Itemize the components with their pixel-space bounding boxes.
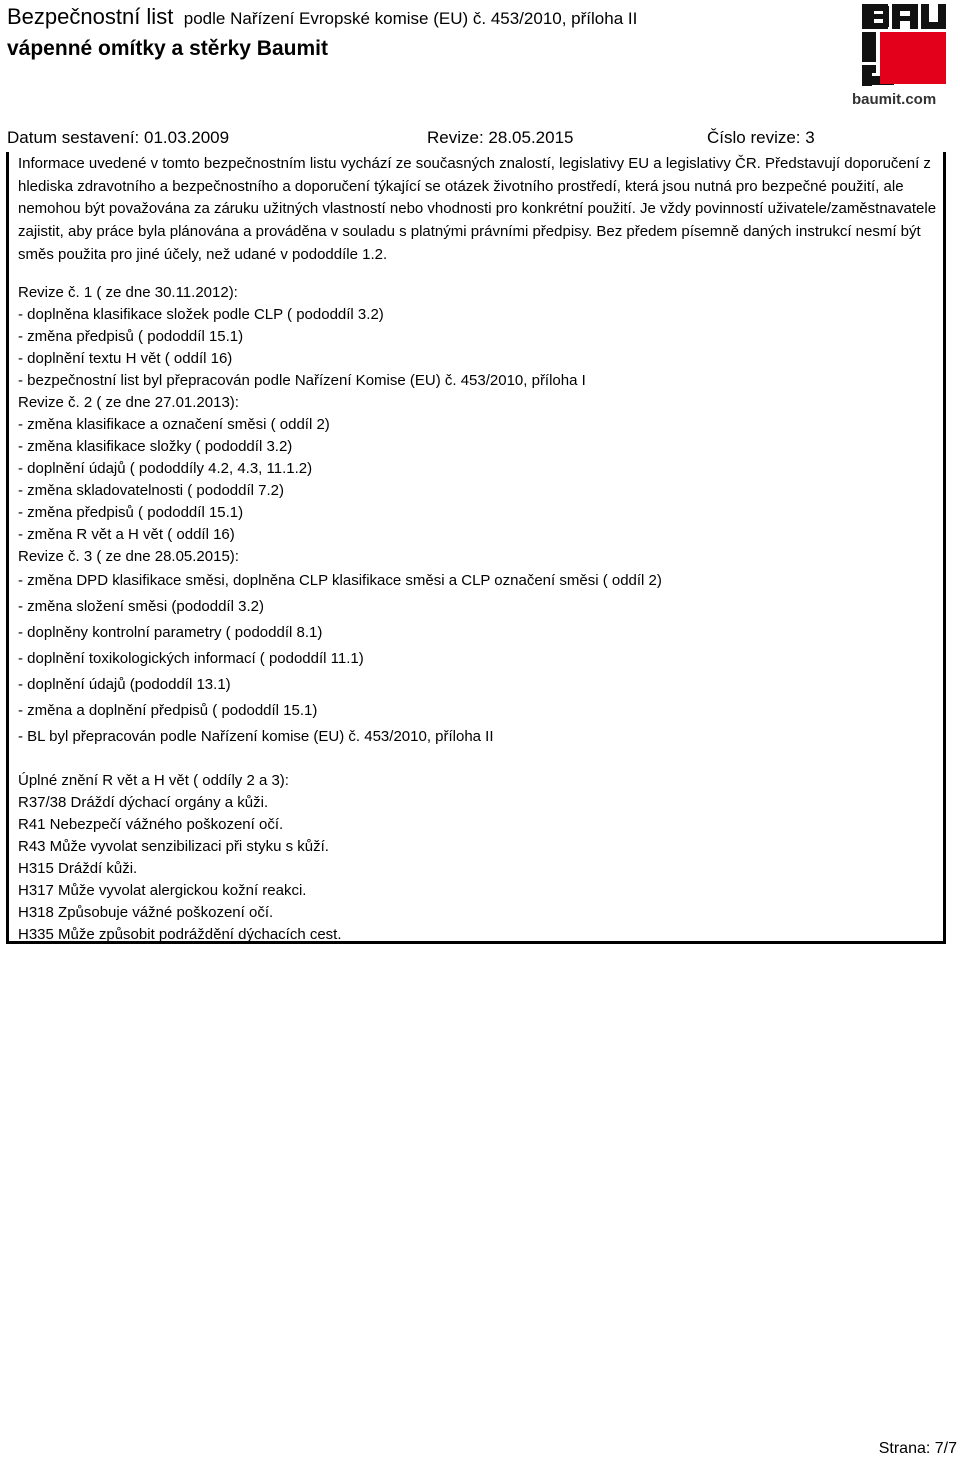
- revision-line: - změna předpisů ( pododdíl 15.1): [18, 504, 244, 521]
- document-title: [7, 4, 637, 30]
- revision-line: - změna klasifikace složky ( pododdíl 3.2): [18, 438, 293, 455]
- revision-line: - doplnění údajů (pododdíl 13.1): [18, 676, 231, 693]
- revision-line: Revize č. 2 ( ze dne 27.01.2013):: [18, 394, 239, 411]
- phrase-line: R41 Nebezpečí vážného poškození očí.: [18, 816, 284, 833]
- revision-line: - doplnění toxikologických informací ( pododdíl 11.1): [18, 650, 364, 667]
- revision-line: - změna složení směsi (pododdíl 3.2): [18, 598, 264, 615]
- revision-line: Revize č. 3 ( ze dne 28.05.2015):: [18, 548, 239, 565]
- phrase-line: R37/38 Dráždí dýchací orgány a kůži.: [18, 794, 269, 811]
- revision-line: - doplnění údajů ( pododdíly 4.2, 4.3, 11.1.2): [18, 460, 313, 477]
- revision-history: [18, 282, 662, 750]
- revision-line: - změna klasifikace a označení směsi ( oddíl 2): [18, 416, 330, 433]
- phrase-line: H318 Způsobuje vážné poškození očí.: [18, 904, 274, 921]
- revision-line: Revize č. 1 ( ze dne 30.11.2012):: [18, 284, 238, 301]
- revision-line: - BL byl přepracován podle Nařízení komise (EU) č. 453/2010, příloha II: [18, 728, 494, 745]
- phrase-line: H335 Může způsobit podráždění dýchacích cest.: [18, 926, 342, 943]
- phrase-line: R43 Může vyvolat senzibilizaci při styku s kůží.: [18, 838, 329, 855]
- revision-line: - bezpečnostní list byl přepracován podle Nařízení Komise (EU) č. 453/2010, příloha I: [18, 372, 586, 389]
- baumit-logo: [860, 2, 948, 88]
- content-box: [6, 152, 946, 944]
- logo-url: baumit.com: [852, 91, 937, 108]
- revision-line: - doplněny kontrolní parametry ( pododdíl 8.1): [18, 624, 323, 641]
- revision-line: - změna DPD klasifikace směsi, doplněna CLP klasifikace směsi a CLP označení směsi ( oddíl 2): [18, 572, 662, 589]
- revision-line: - změna R vět a H vět ( oddíl 16): [18, 526, 235, 543]
- revision-line: - doplnění textu H vět ( oddíl 16): [18, 350, 233, 367]
- revision-line: - změna skladovatelnosti ( pododdíl 7.2): [18, 482, 284, 499]
- phrase-line: H317 Může vyvolat alergickou kožní reakci.: [18, 882, 307, 899]
- revision-date: Revize: 28.05.2015: [427, 128, 574, 147]
- revision-line: - změna a doplnění předpisů ( pododdíl 15.1): [18, 702, 318, 719]
- page-number: Strana: 7/7: [878, 1440, 957, 1457]
- creation-date: Datum sestavení: 01.03.2009: [7, 128, 230, 147]
- product-name: vápenné omítky a stěrky Baumit: [7, 37, 328, 60]
- intro-paragraph: Informace uvedené v tomto bezpečnostním listu vychází ze současných znalostí, legislativy EU a legislativy ČR. Představují doporučení z hlediska zdravotního a bezpečnostního a doporučení týkající se otázek životního prostředí, která jsou nutná pro bezpečné použití, ale nemohou být považována za záruku užitných vlastností nebo vhodnosti pro konkrétní použití. Je vždy povinností uživatele/zaměstnavatele zajistit, aby práce byla plánována a prováděna v souladu s platnými právními předpisy. Bez předem písemně daných instrukcí nesmí být směs použita pro jiné účely, než udané v pododdíle 1.2.: [18, 155, 937, 263]
- regulation-reference: podle Nařízení Evropské komise (EU) č. 453/2010, příloha II: [183, 9, 638, 28]
- phrase-line: H315 Dráždí kůži.: [18, 860, 138, 877]
- revision-line: - změna předpisů ( pododdíl 15.1): [18, 328, 244, 345]
- revision-line: - doplněna klasifikace složek podle CLP ( pododdíl 3.2): [18, 306, 384, 323]
- revision-number: Číslo revize: 3: [707, 128, 815, 147]
- hazard-phrases: [18, 770, 342, 946]
- title-main: Bezpečnostní list: [7, 4, 174, 29]
- phrases-heading: Úplné znění R vět a H vět ( oddíly 2 a 3):: [18, 772, 289, 789]
